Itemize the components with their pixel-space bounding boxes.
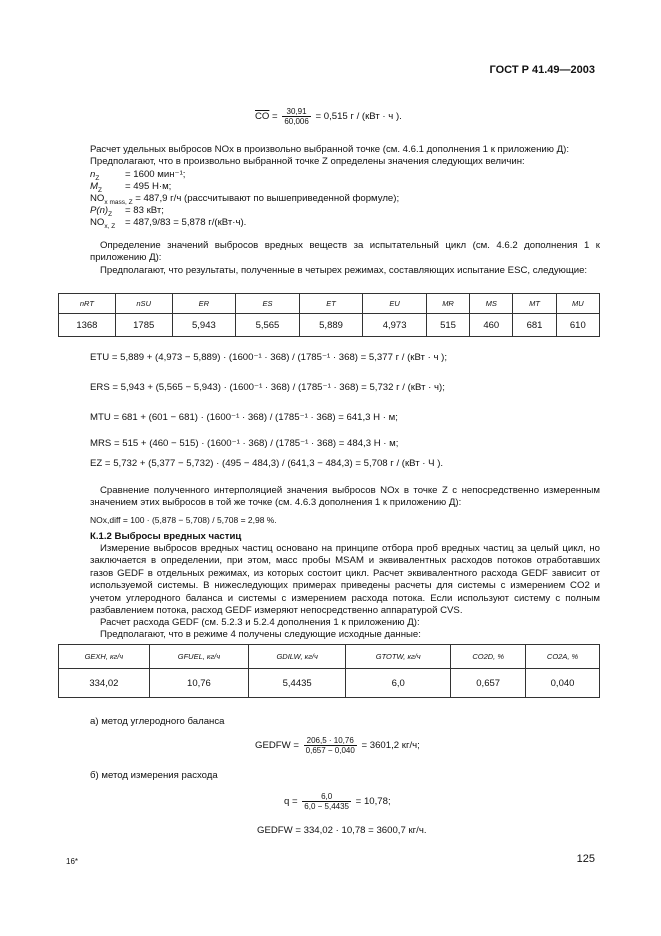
table-header-cell: GTOTW, кг/ч: [346, 645, 451, 669]
page-number: 125: [576, 853, 595, 865]
table-header-cell: GEXH, кг/ч: [59, 645, 150, 669]
gedfw-flow-equation: GEDFW = 334,02 · 10,78 = 3600,7 кг/ч.: [257, 825, 427, 836]
table-cell: 5,943: [172, 314, 236, 337]
co-result: = 0,515 г / (кВт · ч ).: [315, 111, 402, 123]
noxz-line: $NO_{x, Z}$ = 487,9/83 = 5,878 г/(кВт·ч).: [90, 217, 247, 230]
noxz-value: = 487,9/83 = 5,878 г/(кВт·ч).: [125, 217, 247, 228]
method-a-label: а) метод углеродного баланса: [90, 716, 225, 727]
table-cell: 1785: [115, 314, 172, 337]
table-cell: 0,040: [526, 669, 600, 698]
table-cell: 610: [556, 314, 599, 337]
footer-mark: 16*: [66, 857, 79, 866]
table-cell: 0,657: [451, 669, 526, 698]
table-header-cell: CO2A, %: [526, 645, 600, 669]
table-header-cell: GFUEL, кг/ч: [149, 645, 248, 669]
table-header-cell: MU: [556, 294, 599, 314]
gedfw-numerator: 206,5 · 10,76: [304, 736, 357, 746]
q-result: = 10,78;: [355, 796, 391, 808]
table-cell: 515: [426, 314, 469, 337]
mz-line: $M_Z$ = 495 Н·м;: [90, 181, 172, 194]
standard-code: ГОСТ Р 41.49—2003: [489, 64, 595, 76]
table-header-cell: ES: [236, 294, 300, 314]
nox-mass-line: $NO_{x mass, Z} = 487,9$ г/ч (рассчитывают по вышеприведенной формуле);: [90, 193, 400, 206]
mode4-data-table: [58, 644, 600, 698]
method-b-label: б) метод измерения расхода: [90, 770, 218, 781]
co-fraction: [282, 107, 310, 126]
mode4-paragraph: Предполагают, что в режиме 4 получены следующие исходные данные:: [100, 629, 421, 640]
table-cell: 6,0: [346, 669, 451, 698]
pz-value: = 83 кВт;: [125, 205, 164, 216]
ez-equation: EZ = 5,732 + (5,377 − 5,732) · (495 − 484,3) / (641,3 − 484,3) = 5,708 г / (кВт · Ч ).: [90, 458, 444, 469]
nz-value: = 1600 мин⁻¹;: [125, 169, 186, 180]
q-denominator: 6,0 − 5,4435: [304, 802, 349, 811]
gedfw-result: = 3601,2 кг/ч;: [361, 740, 420, 752]
table-cell: 334,02: [59, 669, 150, 698]
cycle-paragraph: Определение значений выбросов вредных веществ за испытательный цикл (см. 4.6.2 дополнения 1 к приложению Д):: [90, 240, 600, 264]
gedfw-symbol: GEDFW =: [255, 740, 299, 752]
nox-diff-equation: NOx,diff = 100 · (5,878 − 5,708) / 5,708 = 2,98 %.: [90, 515, 277, 525]
table-row: [59, 314, 600, 337]
table-header-cell: nSU: [115, 294, 172, 314]
table-cell: 5,4435: [249, 669, 346, 698]
mtu-equation: MTU = 681 + (601 − 681) · (1600⁻¹ · 368) / (1785⁻¹ · 368) = 641,3 Н · м;: [90, 412, 398, 423]
nz-line: $n_Z$ = 1600 мин⁻¹;: [90, 169, 186, 182]
pz-line: $P(n)_Z$ = 83 кВт;: [90, 205, 164, 218]
mz-value: = 495 Н·м;: [125, 181, 172, 192]
q-symbol: q =: [284, 796, 298, 808]
q-fraction: [302, 792, 351, 811]
table-header-cell: MS: [470, 294, 513, 314]
table-cell: 5,565: [236, 314, 300, 337]
table-row: [59, 669, 600, 698]
table-header-cell: ER: [172, 294, 236, 314]
table-header-cell: MR: [426, 294, 469, 314]
gedfw-fraction: [304, 736, 357, 755]
table-cell: 1368: [59, 314, 116, 337]
particles-paragraph: Измерение выбросов вредных частиц основано на принципе отбора проб вредных частиц за целый цикл, но заключается в определении, при этом, масс пробы MSAM и эквивалентных расходов потоков отработавших газов GEDF в отдельных режимах, из которых состоит цикл. Расчет эквивалентного расхода GEDF зависит от используемой системы. В нижеследующих примерах приведены расчеты для системы с измерением CO2 и учетом углеродного баланса и системы с измерением расхода потока. Если используют систему с полным разбавлением потока, расход GEDF измеряют непосредственно аппаратурой CVS.: [90, 543, 600, 617]
table-header-cell: CO2D, %: [451, 645, 526, 669]
cycle-assume: Предполагают, что результаты, полученные в четырех режимах, составляющих испытание ESC, следующие:: [100, 265, 588, 276]
mrs-equation: MRS = 515 + (460 − 515) · (1600⁻¹ · 368) / (1785⁻¹ · 368) = 484,3 Н · м;: [90, 438, 399, 449]
compare-paragraph: Сравнение полученного интерполяцией значения выбросов NOx в точке Z с непосредственно измеренным значением этих выбросов в той же точке (см. 4.6.3 дополнения 1 к приложению Д):: [90, 485, 600, 509]
nox-mass-value: = 487,9 г/ч (рассчитывают по вышеприведенной формуле);: [135, 193, 400, 204]
table-header-row: [59, 294, 600, 314]
table-cell: 4,973: [363, 314, 427, 337]
table-header-cell: ET: [299, 294, 363, 314]
co-denominator: 60,006: [284, 117, 309, 126]
gedfw-carbon-equation: [255, 736, 420, 755]
table-cell: 5,889: [299, 314, 363, 337]
q-equation: [284, 792, 391, 811]
table-header-cell: EU: [363, 294, 427, 314]
co-symbol: $\overline{CO}$: [255, 111, 270, 123]
table-header-cell: nRT: [59, 294, 116, 314]
co-numerator: 30,91: [282, 107, 310, 117]
gedf-paragraph: Расчет расхода GEDF (см. 5.2.3 и 5.2.4 дополнения 1 к приложению Д):: [100, 617, 420, 628]
table-cell: 10,76: [149, 669, 248, 698]
ers-equation: ERS = 5,943 + (5,565 − 5,943) · (1600⁻¹ · 368) / (1785⁻¹ · 368) = 5,732 г / (кВт · ч);: [90, 382, 445, 393]
table-header-cell: MT: [513, 294, 556, 314]
esc-results-table: [58, 293, 600, 337]
table-cell: 681: [513, 314, 556, 337]
q-numerator: 6,0: [302, 792, 351, 802]
co-equation: $\overline{CO}$ = $\frac{30,91}{60,006}$ = 0,515 г / (кВт · ч ).: [255, 107, 402, 126]
table-header-row: [59, 645, 600, 669]
gedfw-denominator: 0,657 − 0,040: [305, 746, 355, 755]
table-header-cell: GDILW, кг/ч: [249, 645, 346, 669]
table-cell: 460: [470, 314, 513, 337]
nox-assume: Предполагают, что в произвольно выбранной точке Z определены значения следующих величин:: [90, 156, 525, 167]
section-title: К.1.2 Выбросы вредных частиц: [90, 531, 242, 542]
etu-equation: ETU = 5,889 + (4,973 − 5,889) · (1600⁻¹ · 368) / (1785⁻¹ · 368) = 5,377 г / (кВт · ч );: [90, 352, 447, 363]
nox-intro: Расчет удельных выбросов NOx в произвольно выбранной точке (см. 4.6.1 дополнения 1 к приложению Д):: [90, 144, 570, 155]
